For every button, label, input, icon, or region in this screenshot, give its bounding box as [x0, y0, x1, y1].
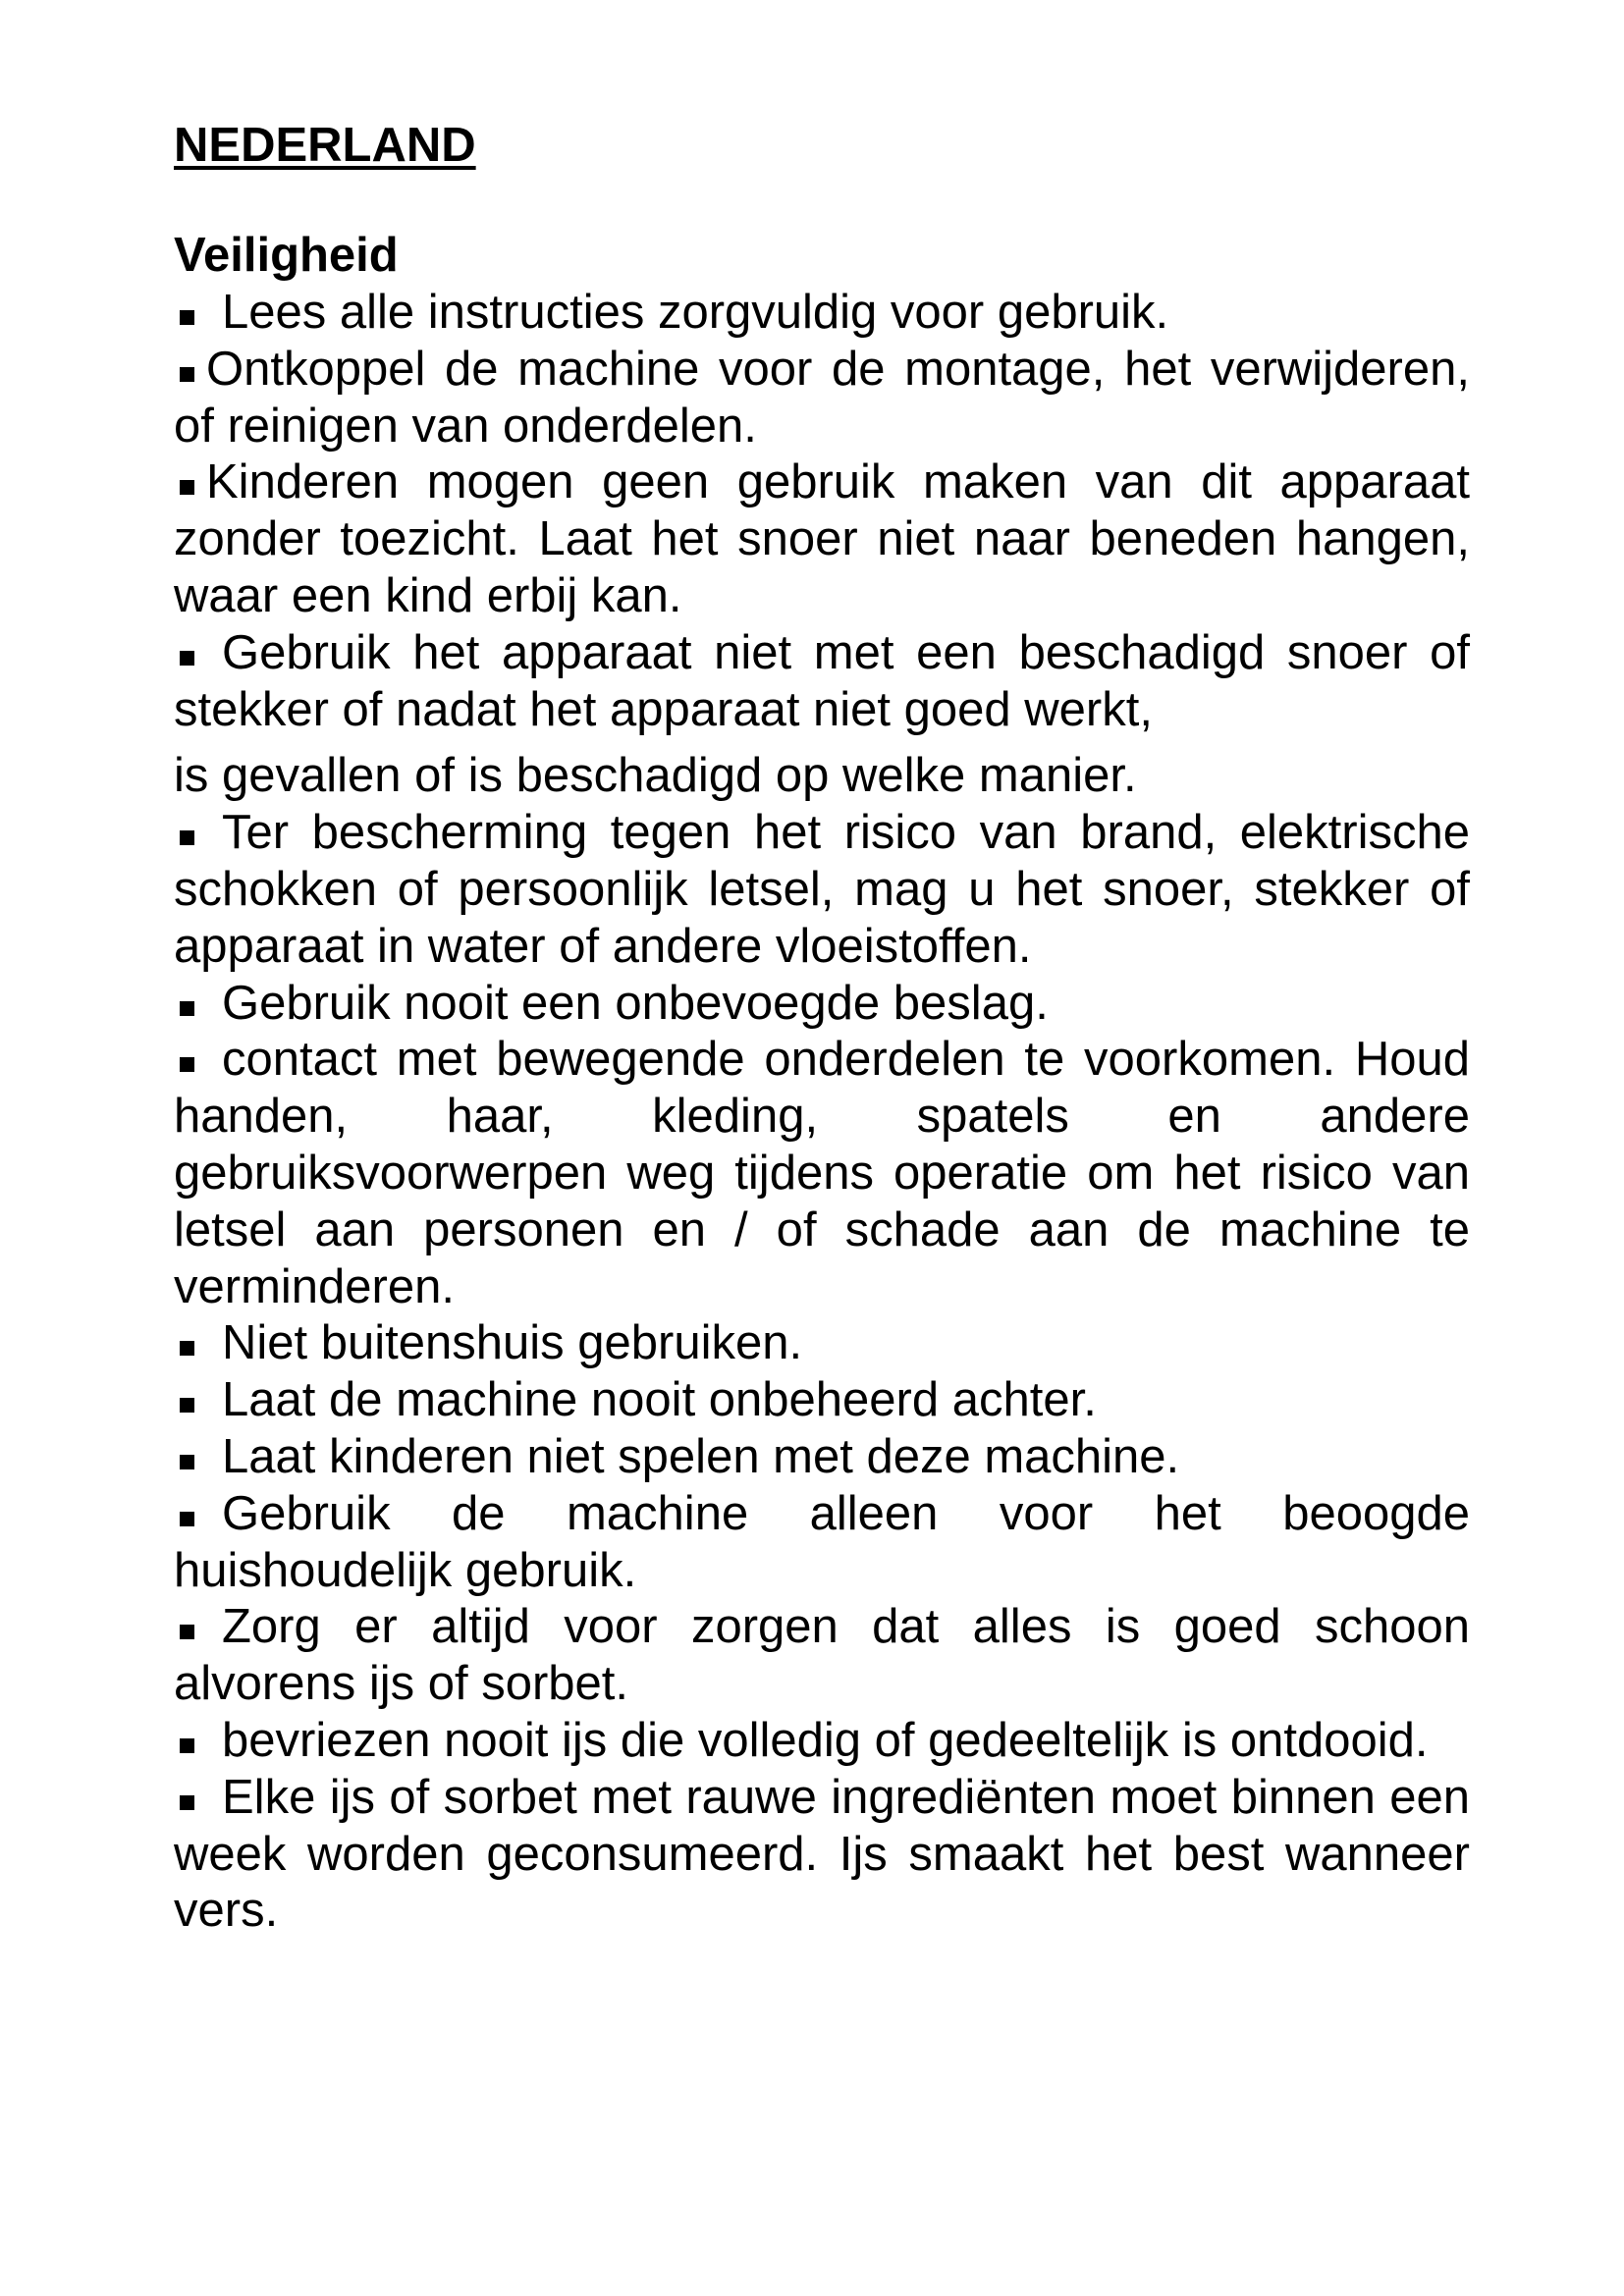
square-bullet-icon: [180, 310, 194, 325]
square-bullet-icon: [180, 1057, 194, 1072]
square-bullet-icon: [180, 1795, 194, 1810]
square-bullet-icon: [180, 480, 194, 495]
list-item-text: contact met bewegende onderdelen te voorkomen. Houd handen, haar, kleding, spatels en andere gebruiksvoorwerpen weg tijdens operatie om het risico van letsel aan personen en / of schade aan de machine te verminderen.: [174, 1033, 1470, 1313]
list-item: [174, 1315, 1470, 1372]
list-item: [174, 342, 1470, 455]
square-bullet-icon: [180, 367, 194, 382]
square-bullet-icon: [180, 1738, 194, 1753]
list-item-text: Ter bescherming tegen het risico van brand, elektrische schokken of persoonlijk letsel, mag u het snoer, stekker of apparaat in water of andere vloeistoffen.: [174, 806, 1470, 973]
square-bullet-icon: [180, 1341, 194, 1356]
list-item-text: Zorg er altijd voor zorgen dat alles is goed schoon alvorens ijs of sorbet.: [174, 1600, 1470, 1711]
list-item-continuation: [174, 748, 1470, 805]
list-item-text: Ontkoppel de machine voor de montage, het verwijderen, of reinigen van onderdelen.: [174, 342, 1470, 453]
square-bullet-icon: [180, 1001, 194, 1016]
list-item: [174, 285, 1470, 342]
list-item-text: Gebruik het apparaat niet met een beschadigd snoer of stekker of nadat het apparaat niet goed werkt,: [174, 625, 1470, 736]
square-bullet-icon: [180, 1512, 194, 1526]
list-item: [174, 1486, 1470, 1600]
list-item: [174, 625, 1470, 739]
list-item: [174, 976, 1470, 1033]
list-item-text: bevriezen nooit ijs die volledig of gedeeltelijk is ontdooid.: [222, 1713, 1429, 1767]
page-title: NEDERLAND: [174, 119, 476, 172]
list-item-text: Elke ijs of sorbet met rauwe ingrediënten moet binnen een week worden geconsumeerd. Ijs smaakt het best wanneer vers.: [174, 1770, 1470, 1938]
list-item-text: is gevallen of is beschadigd op welke manier.: [174, 749, 1137, 803]
list-item-text: Laat de machine nooit onbeheerd achter.: [222, 1373, 1097, 1427]
list-item: [174, 1032, 1470, 1315]
list-item-text: Niet buitenshuis gebruiken.: [222, 1316, 803, 1370]
list-item: [174, 805, 1470, 975]
safety-list: [174, 285, 1470, 1940]
list-item-text: Laat kinderen niet spelen met deze machine.: [222, 1429, 1180, 1483]
square-bullet-icon: [180, 1398, 194, 1413]
list-item-text: Kinderen mogen geen gebruik maken van dit apparaat zonder toezicht. Laat het snoer niet naar beneden hangen, waar een kind erbij kan.: [174, 455, 1470, 622]
square-bullet-icon: [180, 1625, 194, 1639]
list-item: [174, 1599, 1470, 1713]
square-bullet-icon: [180, 830, 194, 845]
square-bullet-icon: [180, 651, 194, 666]
list-item: [174, 1372, 1470, 1429]
list-item-text: Gebruik de machine alleen voor het beoogde huishoudelijk gebruik.: [174, 1486, 1470, 1597]
square-bullet-icon: [180, 1455, 194, 1469]
section-heading: Veiligheid: [174, 229, 399, 282]
document-page: [174, 116, 1470, 1940]
list-item: [174, 1713, 1470, 1770]
list-item-text: Gebruik nooit een onbevoegde beslag.: [222, 976, 1049, 1030]
list-item-text: Lees alle instructies zorgvuldig voor gebruik.: [222, 286, 1169, 339]
list-item: [174, 1429, 1470, 1486]
list-item: [174, 454, 1470, 624]
list-item: [174, 1770, 1470, 1940]
